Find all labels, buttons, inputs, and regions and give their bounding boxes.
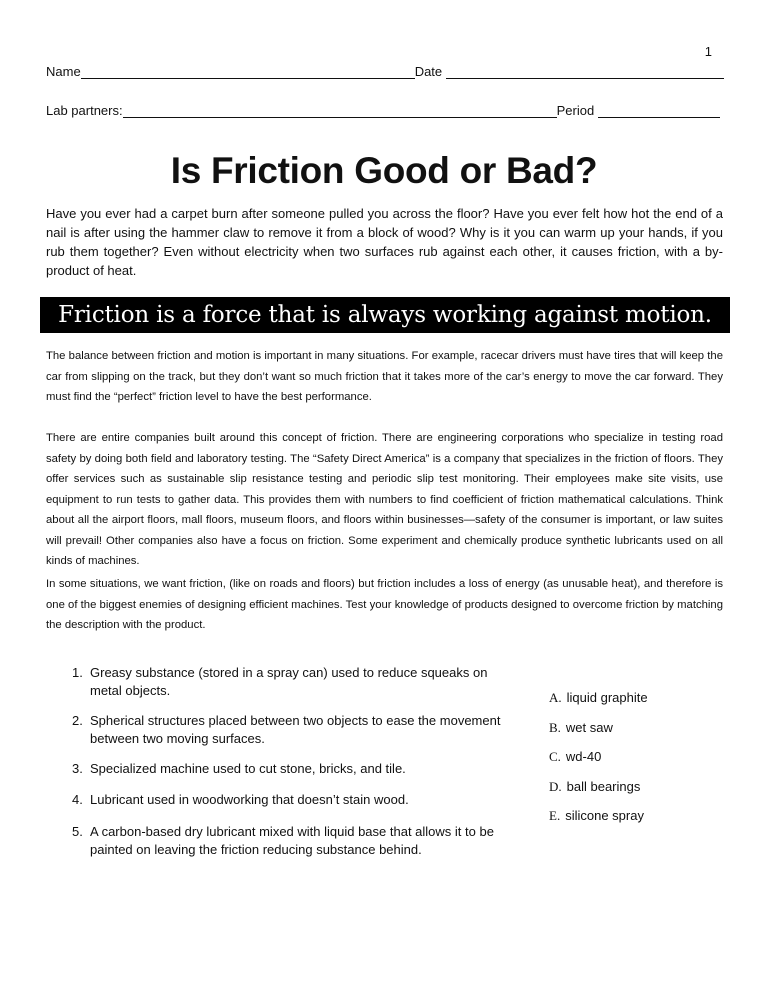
lab-partners-blank[interactable] (123, 104, 557, 118)
paragraph-balance: The balance between friction and motion is important in many situations. For example, racecar drivers must have tires that will keep the car from slipping on the track, but they don’t want so much friction that it takes more of the car’s energy to move the car forward. They must find the “perfect” friction level to have the best performance. (46, 350, 723, 403)
page-number: 1 (704, 44, 712, 59)
question-item (72, 791, 522, 809)
period-label: Period (556, 103, 595, 118)
answer-text: wd-40 (565, 749, 602, 764)
answer-item (549, 749, 601, 765)
answer-item (549, 808, 644, 824)
question-item (72, 823, 522, 859)
answer-letter: B. (549, 720, 561, 735)
definition-banner: Friction is a force that is always working against motion. (40, 297, 730, 333)
question-number: 5. (72, 824, 83, 839)
question-text: Greasy substance (stored in a spray can) used to reduce squeaks on metal objects. (90, 665, 488, 698)
date-label: Date (414, 64, 443, 79)
answer-item (549, 779, 640, 795)
answer-letter: E. (549, 808, 561, 823)
page-title: Is Friction Good or Bad? (170, 150, 598, 191)
name-blank[interactable] (81, 65, 415, 79)
question-item (72, 712, 522, 748)
intro-paragraph: Have you ever had a carpet burn after someone pulled you across the floor? Have you ever felt how hot the end of a nail is after using the hammer claw to remove it from a block of wood? Why is it you can warm up your hands, if you rub them together? Even without electricity when two surfaces rub against each other, it causes friction, with a by-product of heat. (46, 206, 723, 278)
paragraph-matching-intro: In some situations, we want friction, (like on roads and floors) but friction includes a loss of energy (as unusable heat), and therefore is one of the biggest enemies of designing efficient machines. Test your knowledge of products designed to overcome friction by matching the description with the product. (46, 578, 723, 631)
answer-letter: C. (549, 749, 561, 764)
answer-letter: A. (549, 690, 562, 705)
lab-partners-period-row (46, 103, 720, 118)
name-date-row (46, 64, 724, 79)
answer-text: silicone spray (565, 808, 644, 823)
answer-text: wet saw (565, 720, 613, 735)
question-text: A carbon-based dry lubricant mixed with liquid base that allows it to be painted on leaving the friction reducing substance behind. (90, 824, 494, 857)
question-text: Lubricant used in woodworking that doesn’t stain wood. (90, 792, 409, 807)
name-label: Name (46, 64, 81, 79)
answer-item (549, 690, 648, 706)
answer-text: liquid graphite (566, 690, 648, 705)
question-text: Specialized machine used to cut stone, bricks, and tile. (90, 761, 406, 776)
question-number: 3. (72, 761, 83, 776)
question-number: 2. (72, 713, 83, 728)
paragraph-companies: There are entire companies built around this concept of friction. There are engineering corporations who specialize in testing road safety by doing both field and laboratory testing. The “Safety Direct America” is a company that specializes in the friction of floors. They offer services such as sustainable slip resistance testing and periodic slip test monitoring. Their employees make site visits, use equipment to run tests to gather data. This provides them with numbers to find coefficient of friction mathematical calculations. Think about all the airport floors, mall floors, museum floors, and floors within businesses—safety of the consumer is important, or law suites will prevail! Other companies also have a focus on friction. Some experiment and chemically produce synthetic lubricants used on all kinds of machines. (46, 432, 723, 567)
question-item (72, 760, 522, 778)
period-blank[interactable] (598, 104, 720, 118)
question-number: 4. (72, 792, 83, 807)
answer-letter: D. (549, 779, 562, 794)
answer-text: ball bearings (566, 779, 641, 794)
question-text: Spherical structures placed between two objects to ease the movement between two moving surfaces. (90, 713, 501, 746)
question-number: 1. (72, 665, 83, 680)
question-item (72, 664, 522, 700)
lab-partners-label: Lab partners: (46, 103, 123, 118)
answer-item (549, 720, 613, 736)
date-blank[interactable] (446, 65, 724, 79)
